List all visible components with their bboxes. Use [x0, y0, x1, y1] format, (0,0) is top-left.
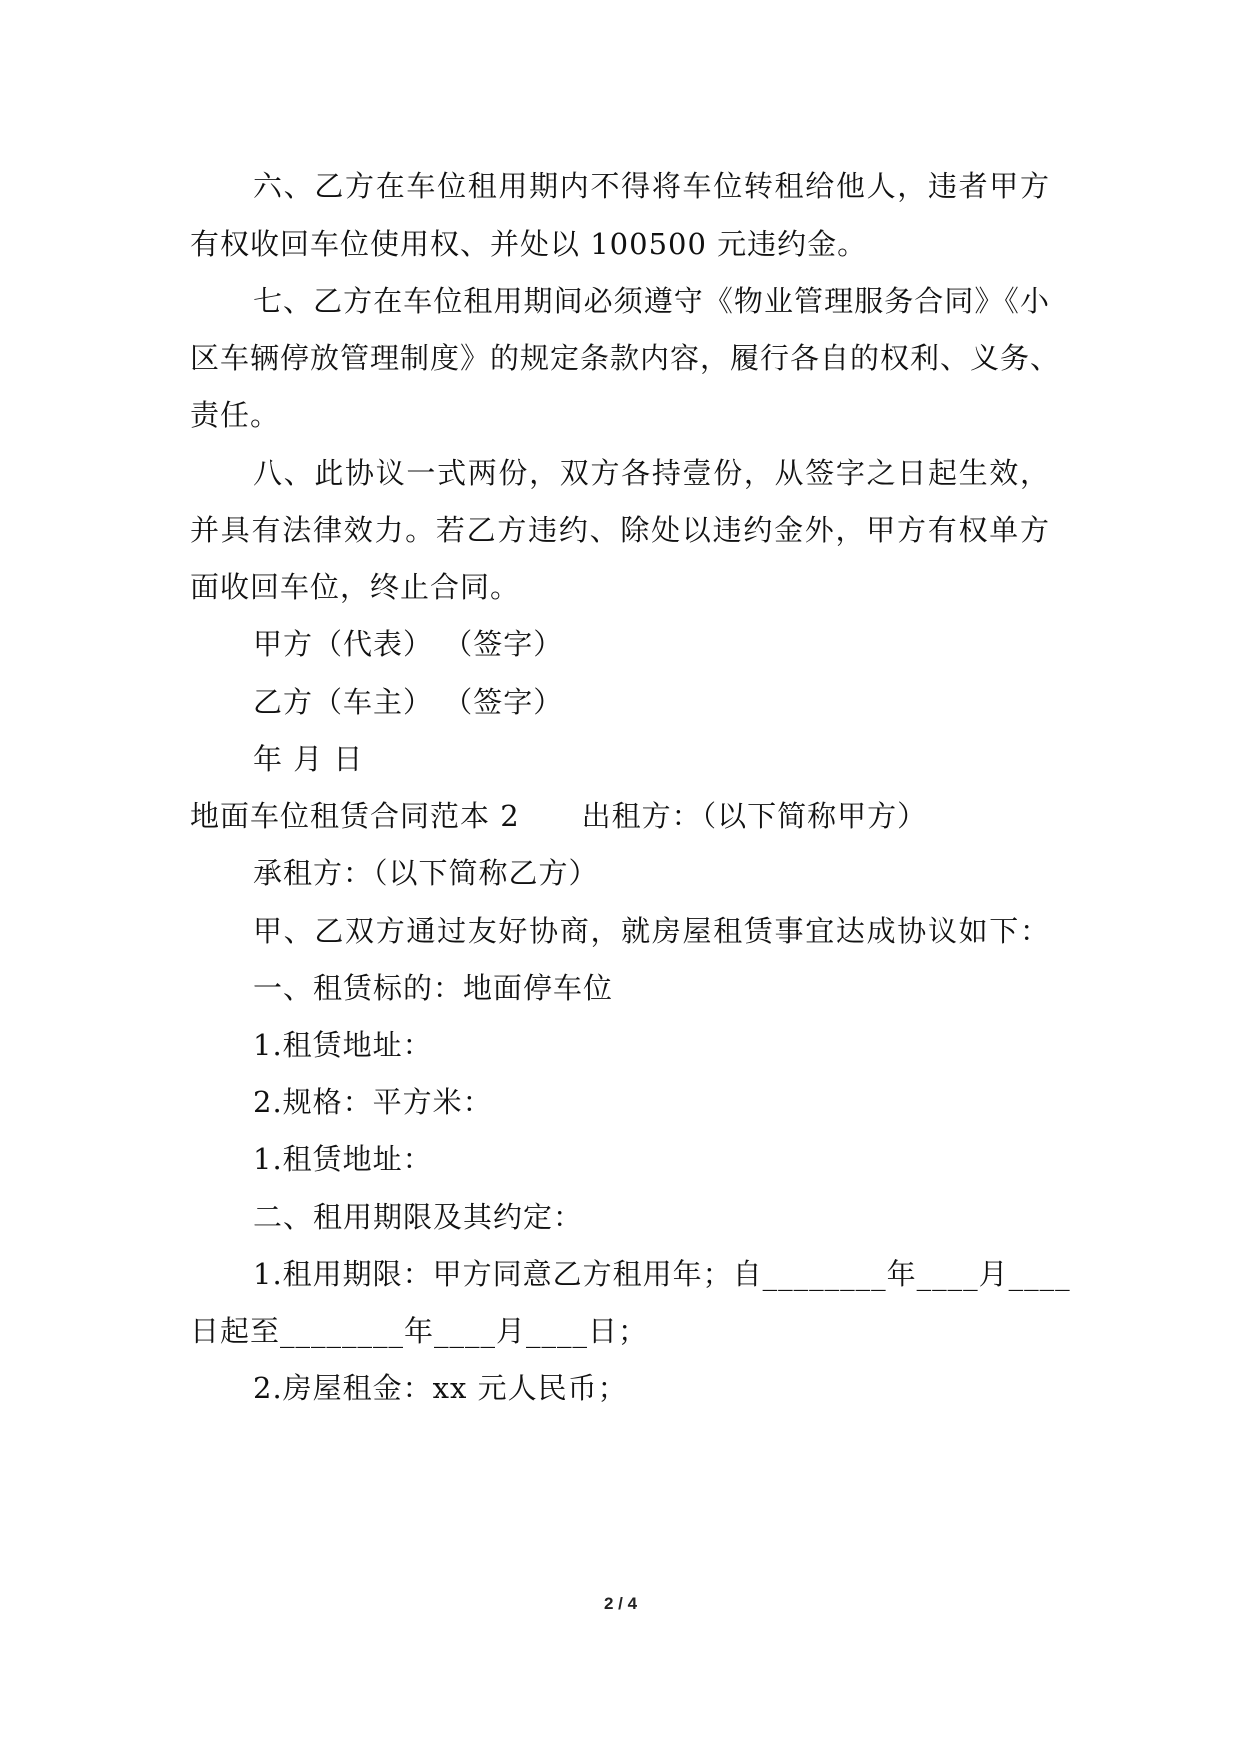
clause-six-line-1: 六、乙方在车位租用期内不得将车位转租给他人，违者甲方	[253, 169, 1050, 203]
agreement-intro-line: 甲、乙双方通过友好协商，就房屋租赁事宜达成协议如下：	[253, 914, 1050, 948]
lessee-line: 承租方：（以下简称乙方）	[253, 856, 599, 890]
clause-eight-line-2: 并具有法律效力。若乙方违约、除处以违约金外，甲方有权单方	[190, 513, 1050, 547]
clause-seven-line-2: 区车辆停放管理制度》的规定条款内容，履行各自的权利、义务、	[190, 341, 1061, 375]
clause-eight-line-3: 面收回车位，终止合同。	[190, 570, 521, 604]
page-number: 2 / 4	[603, 1594, 638, 1613]
lease-term-heading: 二、租用期限及其约定：	[253, 1200, 584, 1234]
party-a-signature-line: 甲方（代表） （签字）	[253, 627, 564, 661]
lease-term-line-1: 1.租用期限：甲方同意乙方租用年；自________年____月____	[253, 1257, 1071, 1291]
rent-item: 2.房屋租金：xx 元人民币；	[253, 1371, 628, 1405]
lease-address-item-repeat: 1.租赁地址：	[253, 1142, 433, 1176]
party-b-signature-line: 乙方（车主） （签字）	[253, 685, 564, 719]
clause-seven-line-1: 七、乙方在车位租用期间必须遵守《物业管理服务合同》《小	[253, 284, 1050, 318]
clause-eight-line-1: 八、此协议一式两份，双方各持壹份，从签字之日起生效，	[253, 456, 1050, 490]
template-heading-row	[190, 796, 927, 836]
clause-six-line-2: 有权收回车位使用权、并处以 100500 元违约金。	[190, 227, 868, 261]
date-line: 年 月 日	[253, 742, 364, 776]
template-title: 地面车位租赁合同范本 2	[190, 799, 520, 833]
clause-seven-line-3: 责任。	[190, 398, 281, 432]
specification-item: 2.规格：平方米：	[253, 1085, 493, 1119]
lease-term-line-2: 日起至________年____月____日；	[190, 1314, 649, 1348]
lessor-line: 出租方：（以下简称甲方）	[581, 799, 928, 833]
lease-object-heading: 一、租赁标的：地面停车位	[253, 971, 614, 1005]
lease-address-item: 1.租赁地址：	[253, 1028, 433, 1062]
